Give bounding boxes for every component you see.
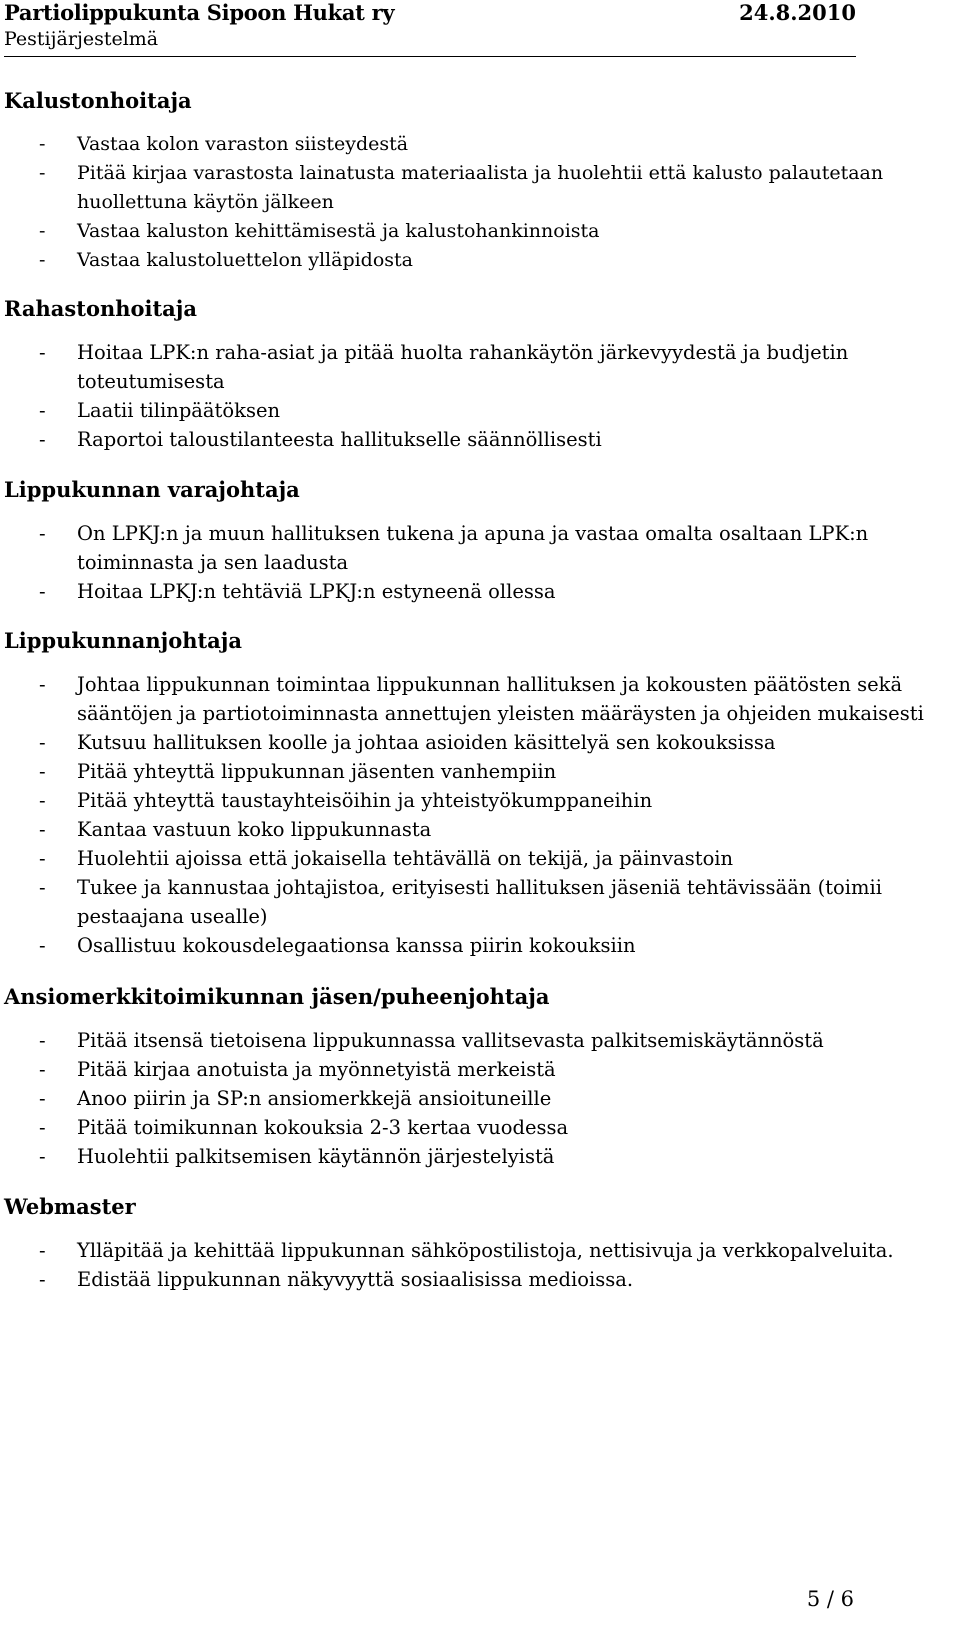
document-date: 24.8.2010 (739, 0, 856, 25)
list-item: - Johtaa lippukunnan toimintaa lippukunnan hallituksen ja kokousten päätösten sekä sääntöjen ja partiotoiminnasta annettujen yleisten määräysten ja ohjeiden mukaisesti (4, 670, 954, 728)
list-item: - Osallistuu kokousdelegaationsa kanssa piirin kokouksiin (4, 931, 954, 960)
list-item: - Hoitaa LPKJ:n tehtäviä LPKJ:n estyneenä ollessa (4, 577, 954, 606)
list-item: - Kutsuu hallituksen koolle ja johtaa asioiden käsittelyä sen kokouksissa (4, 728, 954, 757)
page-number: 5 / 6 (806, 1587, 854, 1611)
list-item: - Vastaa kaluston kehittämisestä ja kalustohankinnoista (4, 217, 954, 246)
duty-list (4, 338, 954, 454)
duty-list (4, 1026, 954, 1171)
duty-list (4, 519, 954, 606)
list-item: - Huolehtii ajoissa että jokaisella tehtävällä on tekijä, ja päinvastoin (4, 844, 954, 873)
list-item: - On LPKJ:n ja muun hallituksen tukena ja apuna ja vastaa omalta osaltaan LPK:n toiminnasta ja sen laadusta (4, 519, 954, 577)
document-subtitle: Pestijärjestelmä (4, 28, 159, 50)
list-item: - Pitää yhteyttä taustayhteisöihin ja yhteistyökumppaneihin (4, 786, 954, 815)
duty-list (4, 130, 954, 275)
section-title: Ansiomerkkitoimikunnan jäsen/puheenjohtaja (4, 984, 550, 1009)
section-kalustonhoitaja (4, 86, 954, 275)
list-item: - Ylläpitää ja kehittää lippukunnan sähköpostilistoja, nettisivuja ja verkkopalveluita. (4, 1236, 954, 1265)
list-item: - Pitää itsensä tietoisena lippukunnassa vallitsevasta palkitsemiskäytännöstä (4, 1026, 954, 1055)
list-item: - Pitää kirjaa varastosta lainatusta materiaalista ja huolehtii että kalusto palautetaan huollettuna käytön jälkeen (4, 159, 954, 217)
list-item: - Vastaa kolon varaston siisteydestä (4, 130, 954, 159)
list-item: - Hoitaa LPK:n raha-asiat ja pitää huolta rahankäytön järkevyydestä ja budjetin toteutumisesta (4, 338, 954, 396)
section-title: Lippukunnan varajohtaja (4, 477, 300, 502)
duty-list (4, 1236, 954, 1294)
list-item: - Pitää toimikunnan kokouksia 2-3 kertaa vuodessa (4, 1113, 954, 1142)
organization-name: Partiolippukunta Sipoon Hukat ry (4, 0, 395, 25)
duty-list (4, 670, 954, 960)
list-item: - Raportoi taloustilanteesta hallitukselle säännöllisesti (4, 425, 954, 454)
section-title: Lippukunnanjohtaja (4, 628, 242, 653)
section-title: Kalustonhoitaja (4, 88, 192, 113)
document-body (4, 86, 954, 1294)
list-item: - Pitää kirjaa anotuista ja myönnetyistä merkeistä (4, 1055, 954, 1084)
section-title: Webmaster (4, 1194, 136, 1219)
list-item: - Vastaa kalustoluettelon ylläpidosta (4, 246, 954, 275)
list-item: - Laatii tilinpäätöksen (4, 396, 954, 425)
section-webmaster (4, 1192, 954, 1294)
section-rahastonhoitaja (4, 294, 954, 454)
list-item: - Pitää yhteyttä lippukunnan jäsenten vanhempiin (4, 757, 954, 786)
section-title: Rahastonhoitaja (4, 296, 197, 321)
section-ansiomerkkitoimikunta (4, 982, 954, 1171)
list-item: - Kantaa vastuun koko lippukunnasta (4, 815, 954, 844)
list-item: - Tukee ja kannustaa johtajistoa, erityisesti hallituksen jäseniä tehtävissään (toimii pestaajana usealle) (4, 873, 954, 931)
page-header (4, 0, 856, 57)
list-item: - Huolehtii palkitsemisen käytännön järjestelyistä (4, 1142, 954, 1171)
list-item: - Anoo piirin ja SP:n ansiomerkkejä ansioituneille (4, 1084, 954, 1113)
section-lippukunnanjohtaja (4, 626, 954, 960)
list-item: - Edistää lippukunnan näkyvyyttä sosiaalisissa medioissa. (4, 1265, 954, 1294)
section-lippukunnan-varajohtaja (4, 475, 954, 606)
